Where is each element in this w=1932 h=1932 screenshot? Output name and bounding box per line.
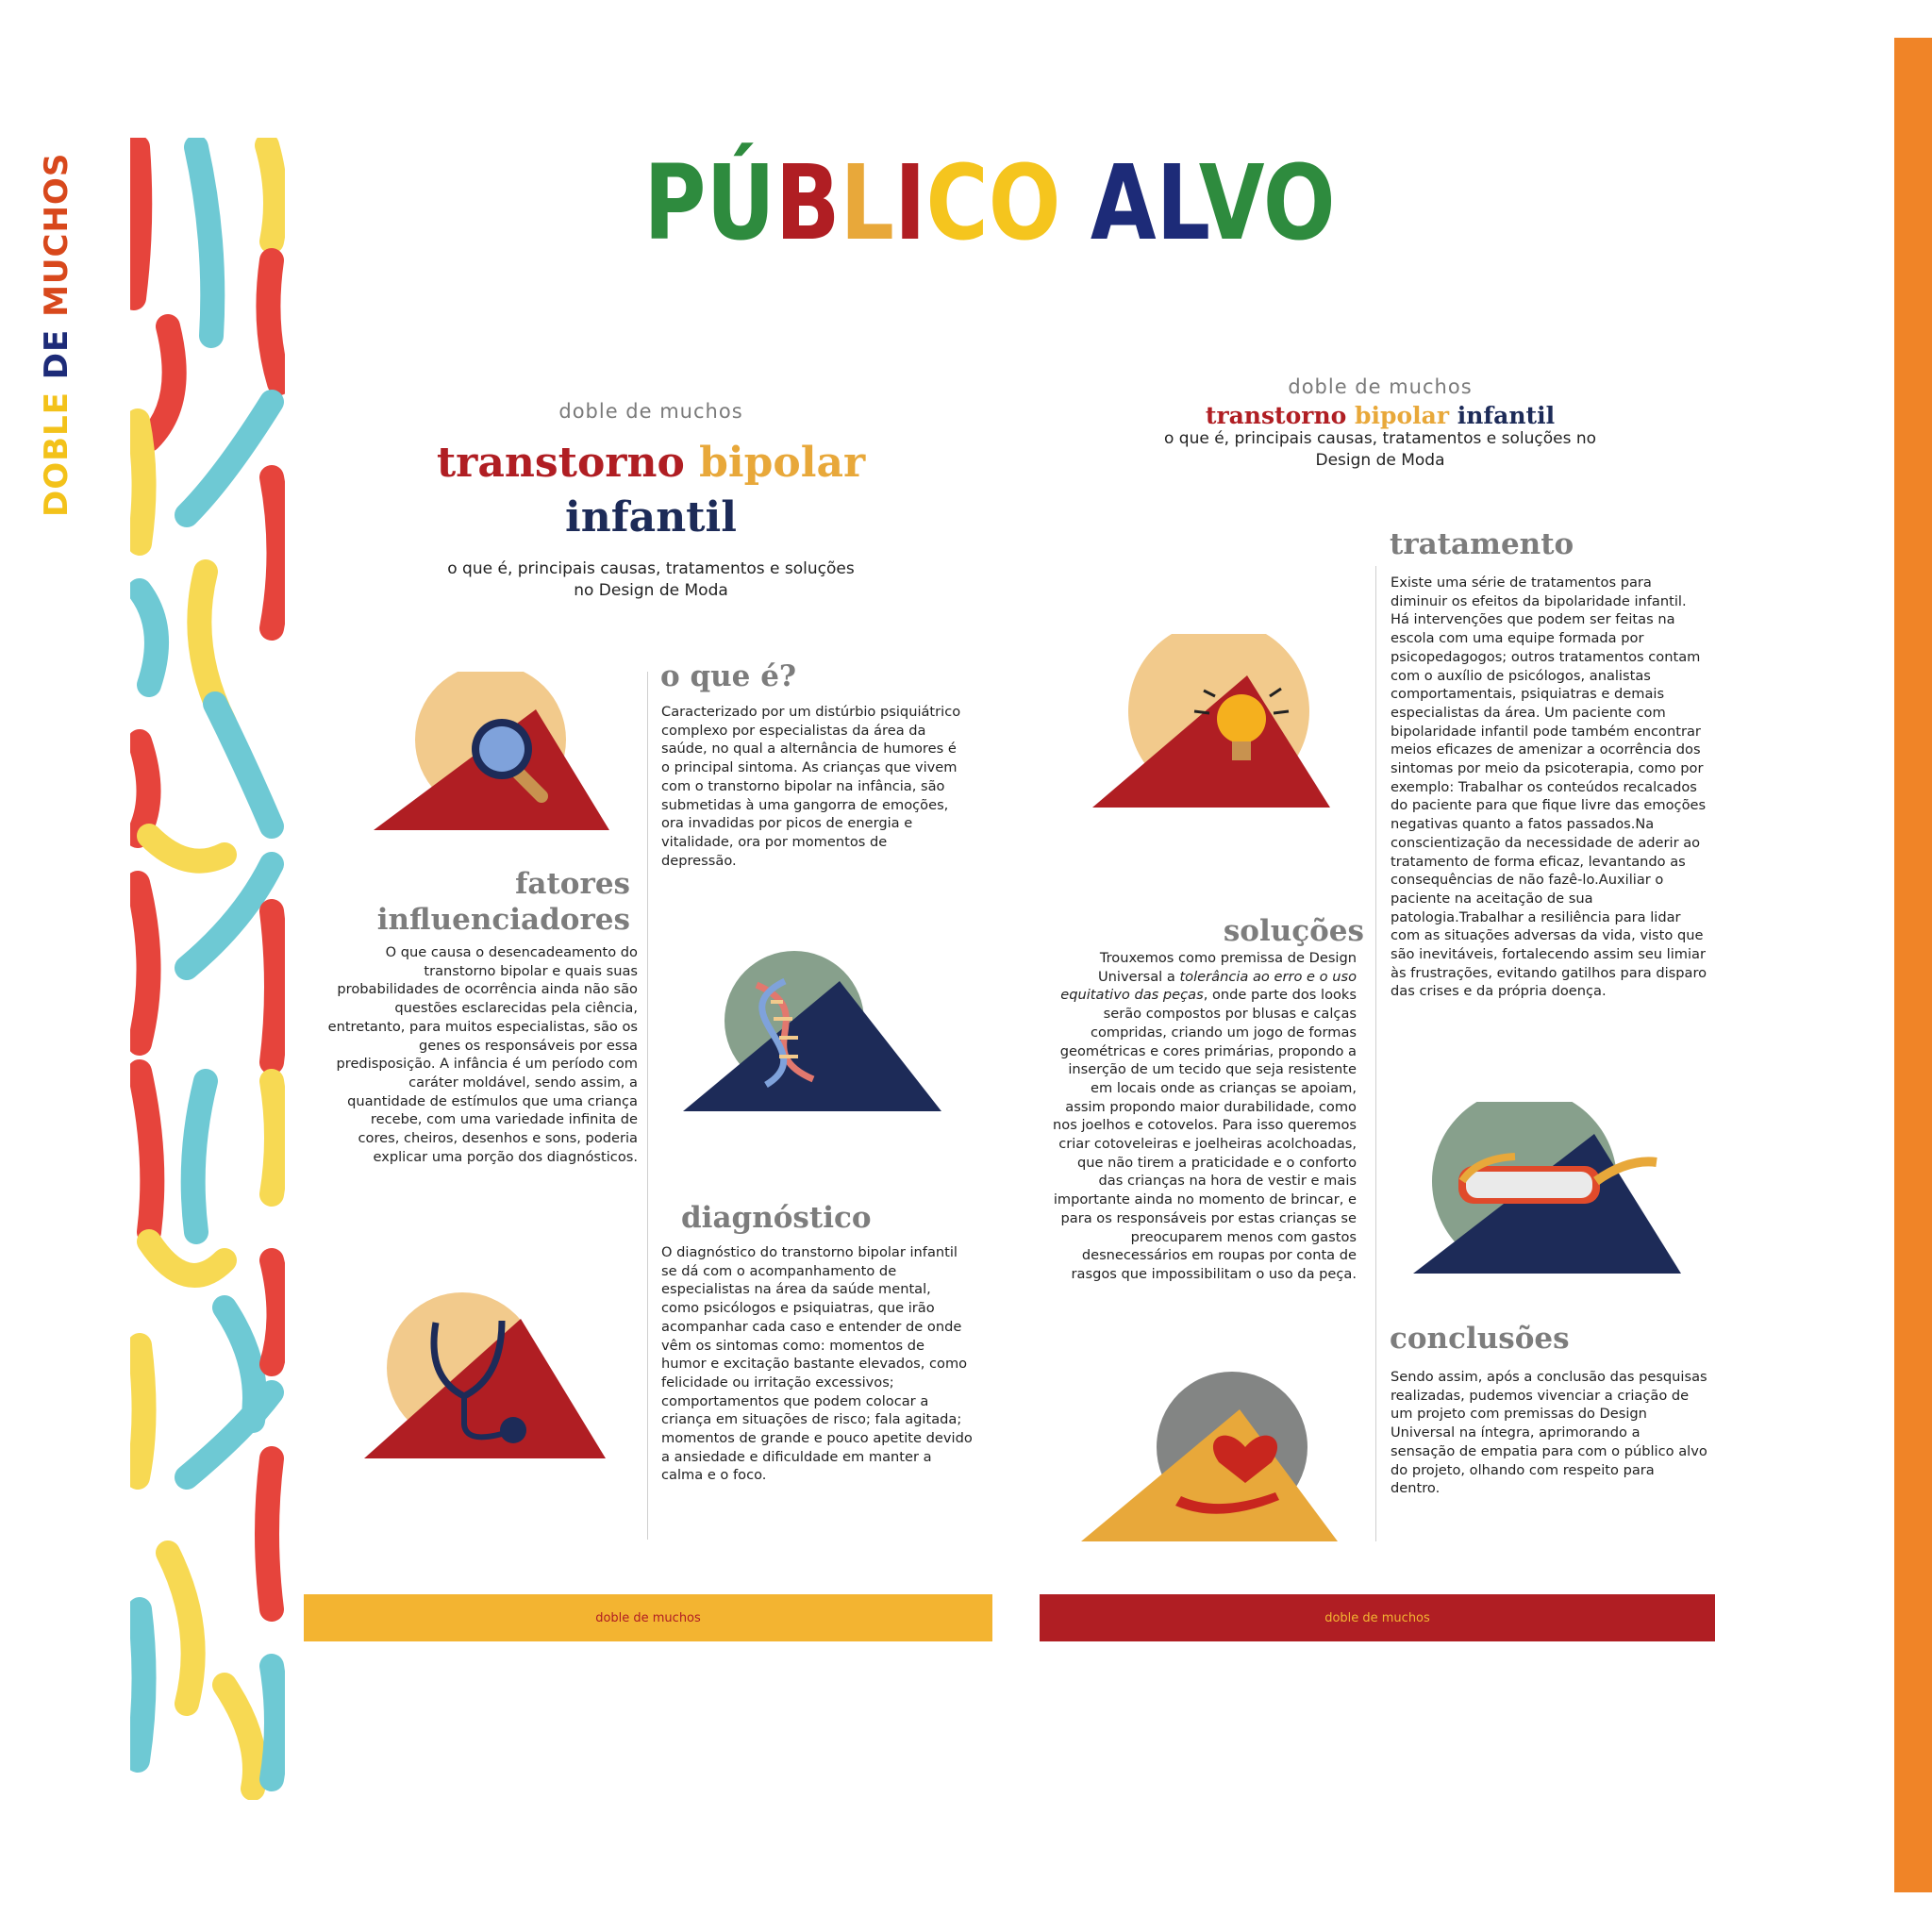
conclusoes-text: Sendo assim, após a conclusão das pesquisas realizadas, pudemos vivenciar a criação de um projeto com premissas do Design Universal na íntegra, aprimorando a sensação de empatia para com o público alvo do projeto, olhando com respeito para dentro. [1391,1369,1707,1497]
left-headline-2: bipolar [699,439,866,487]
title-letter-o2: O [1262,142,1336,263]
right-subtitle-line-2: Design de Moda [1315,451,1445,470]
title-letter-l2: L [1156,142,1199,263]
title-letter-o: O [988,142,1061,263]
o-que-e-heading: o que é? [660,659,797,693]
right-brand: doble de muchos [1288,375,1473,398]
stethoscope-icon [360,1292,611,1460]
orange-edge-bar [1894,38,1932,1892]
left-brand: doble de muchos [558,400,743,423]
right-headline-1: transtorno [1205,402,1347,429]
right-headline-2: bipolar [1355,402,1450,429]
left-subtitle-line-2: no Design de Moda [574,581,728,600]
right-subtitle-line-1: o que é, principais causas, tratamentos e soluções no [1163,429,1597,448]
solucoes-text-before: Trouxemos como premissa de Design Universal a [1098,950,1357,985]
fatores-text: O que causa o desencadeamento do transtorno bipolar e quais suas probabilidades de ocorrência ainda não são questões esclarecidas pela ciência, entretanto, para muitos especialistas, são os genes os responsáveis por essa predisposição. A infância é um período com caráter moldável, sendo assim, a quantidade de estímulos que uma criança recebe, com uma variedade infinita de cores, cheiros, desenhos e sons, poderia explicar uma porção dos diagnósticos. [327,944,638,1165]
left-column-divider [647,672,648,1540]
title-letter-a: A [1090,142,1157,263]
side-logo-word-2: DE [38,328,75,380]
fatores-heading-line-2: influenciadores [376,903,630,937]
page-title [178,142,1801,264]
side-logo-word-3: MUCHOS [38,152,75,317]
title-letter-l: L [840,142,894,263]
tratamento-text: Existe uma série de tratamentos para diminuir os efeitos da bipolaridade infantil. Há intervenções que podem ser feitas na escola com uma equipe formada por psicopedagogos; outros tratamentos contam com o auxílio de psicólogos, analistas comportamentais, psiquiatras e demais especialistas da área. Um paciente com bipolaridade infantil pode também encontrar meios eficazes de amenizar a ocorrência dos sintomas por meio da psicoterapia, como por exemplo: Trabalhar os conteúdos recalcados do paciente para que fique livre das emoções negativas quanto a fatos passados.Na conscientização da necessidade de aderir ao tratamento de forma eficaz, levantando as consequências de não fazê-lo.Auxiliar o paciente na aceitação de sua patologia.Trabalhar a resiliência para lidar com as situações adversas da vida, visto que são inevitáveis, fortalecendo assim seu limiar às frustrações, evitando gatilhos para disparo das crises e da própria doença. [1391,575,1707,1000]
side-logo-word-1: DOBLE [38,391,75,517]
left-headline-1: transtorno [436,439,685,487]
o-que-e-text: Caracterizado por um distúrbio psiquiátrico complexo por especialistas da área da saúde, no qual a alternância de humores é o principal sintoma. As crianças que vivem com o transtorno bipolar na infância, são submetidas à uma gangorra de emoções, ora invadidas por picos de energia e vitalidade, ora por momentos de depressão. [661,704,961,869]
title-letter-c: C [925,142,989,263]
brush-pattern-graphic [130,138,285,1800]
solucoes-heading: soluções [1223,914,1364,948]
heart-hand-illustration [1077,1372,1341,1543]
right-headline [1121,400,1640,432]
solucoes-text [1049,949,1357,1284]
right-headline-3: infantil [1457,402,1556,429]
diagnostico-text: O diagnóstico do transtorno bipolar infantil se dá com o acompanhamento de especialistas na área da saúde mental, como psicólogos e psiquiatras, que irão acompanhar cada caso e entender de onde vêm os sintomas como: momentos de humor e excitação bastante elevados, como felicidade ou irritação excessivos; comportamentos que podem colocar a criança em situações de risco; fala agitada; momentos de grande e pouco apetite devido a ansiedade e dificuldade em manter a calma e o foco. [661,1244,973,1484]
diagnostico-heading: diagnóstico [681,1201,872,1235]
left-footer: doble de muchos [304,1594,992,1641]
magnifier-illustration [370,672,615,832]
title-letter-i: I [893,142,926,263]
conclusoes-heading: conclusões [1390,1322,1570,1356]
title-letter-v: V [1198,142,1263,263]
left-subtitle-line-1: o que é, principais causas, tratamentos e soluções [447,559,855,578]
solucoes-text-after: , onde parte dos looks serão compostos por blusas e calças compridas, criando um jogo de formas geométricas e cores primárias, propondo a inserção de um tecido que seja resistente em locais onde as crianças se apoiam, assim propondo maior durabilidade, como nos joelhos e cotovelos. Para isso queremos criar cotoveleiras e joelheiras acolchoadas, que não tirem a praticidade e o conforto das crianças na hora de vestir e mais importante ainda no momento de brincar, e para os responsáveis por estas crianças se preocuparem menos com gastos desnecessários em roupas por conta de rasgos que impossibilitam o uso da peça. [1053,987,1357,1282]
fatores-heading [321,866,630,938]
right-footer: doble de muchos [1040,1594,1715,1641]
right-subtitle [1121,428,1640,472]
fatores-heading-line-1: fatores [515,867,630,901]
lightbulb-icon [1091,634,1336,809]
brush-pattern [130,138,285,1800]
goggles-illustration [1411,1102,1685,1275]
lightbulb-illustration [1091,634,1336,809]
solucoes-text-italic: tolerância ao erro e o uso equitativo das peças [1060,968,1357,1004]
title-letter-b: B [774,142,841,263]
dna-illustration [681,947,945,1113]
dna-icon [681,947,945,1113]
magnifier-icon [370,672,615,832]
goggles-icon [1411,1102,1685,1275]
title-part-1 [643,142,1060,263]
left-headline-3: infantil [565,493,737,541]
left-headline [340,436,962,545]
left-subtitle [358,558,943,602]
title-letters-p: P [643,142,707,263]
heart-hand-icon [1077,1372,1341,1543]
stethoscope-illustration [360,1292,611,1460]
title-letter-u: Ú [706,142,775,263]
title-part-2 [1091,142,1336,263]
right-column-divider [1375,566,1376,1541]
tratamento-heading: tratamento [1390,527,1574,561]
